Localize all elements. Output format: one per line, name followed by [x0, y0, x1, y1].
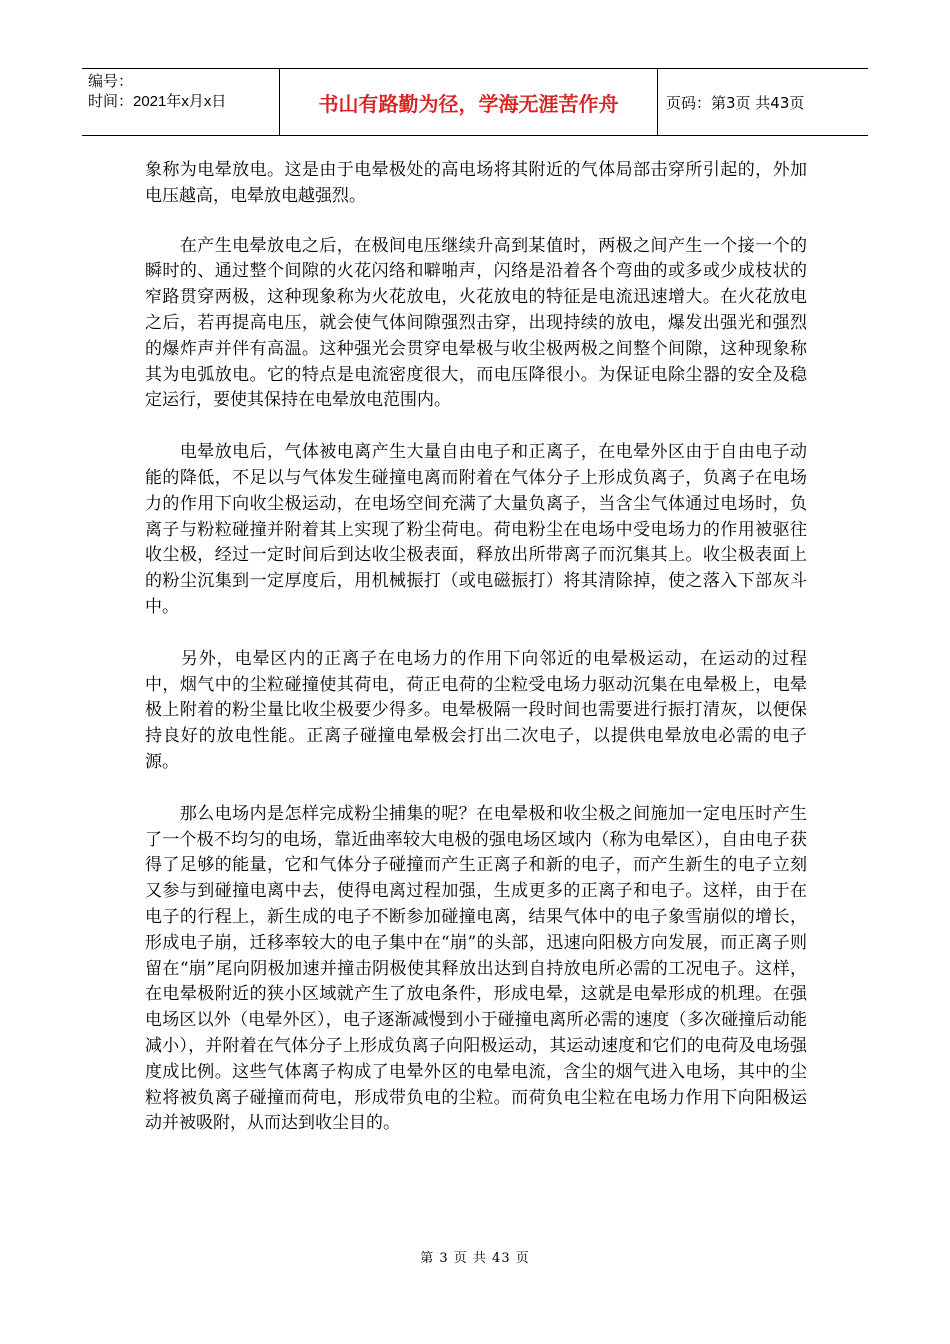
- page-header: [82, 68, 868, 136]
- paragraph-4: 另外，电晕区内的正离子在电场力的作用下向邻近的电晕极运动，在运动的过程中，烟气中的尘粒碰撞使其荷电，荷正电荷的尘粒受电场力驱动沉集在电晕极上，电晕极上附着的粉尘量比收尘极要少得多。电晕极隔一段时间也需要进行振打清灰，以便保持良好的放电性能。正离子碰撞电晕极会打出二次电子，以提供电晕放电必需的电子源。: [145, 648, 807, 772]
- paragraph-2: 在产生电晕放电之后，在极间电压继续升高到某值时，两极之间产生一个接一个的瞬时的、通过整个间隙的火花闪络和噼啪声，闪络是沿着各个弯曲的或多或少成枝状的窄路贯穿两极，这种现象称为火花放电，火花放电的特征是电流迅速增大。在火花放电之后，若再提高电压，就会使气体间隙强烈击穿，出现持续的放电，爆发出强光和强烈的爆炸声并伴有高温。这种强光会贯穿电晕极与收尘极两极之间整个间隙，这种现象称其为电弧放电。它的特点是电流密度很大，而电压降很小。为保证电除尘器的安全及稳定运行，要使其保持在电晕放电范围内。: [145, 235, 807, 411]
- document-number: 编号：: [88, 73, 134, 90]
- document-body: [145, 158, 807, 1163]
- header-motto: 书山有路勤为径，学海无涯苦作舟: [280, 69, 658, 135]
- paragraph-1: 象称为电晕放电。这是由于电晕极处的高电场将其附近的气体局部击穿所引起的，外加电压越高，电晕放电越强烈。: [145, 160, 807, 206]
- document-time: 时间：2021年x月x日: [88, 93, 227, 110]
- paragraph-5: 那么电场内是怎样完成粉尘捕集的呢？在电晕极和收尘极之间施加一定电压时产生了一个极不均匀的电场，靠近曲率较大电极的强电场区域内（称为电晕区），自由电子获得了足够的能量，它和气体分子碰撞而产生正离子和新的电子，而产生新生的电子立刻又参与到碰撞电离中去，使得电离过程加强，生成更多的正离子和电子。这样，由于在电子的行程上，新生成的电子不断参加碰撞电离，结果气体中的电子象雪崩似的增长，形成电子崩，迁移率较大的电子集中在“崩”的头部，迅速向阳极方向发展，而正离子则留在“崩”尾向阴极加速并撞击阴极使其释放出达到自持放电所必需的工况电子。这样，在电晕极附近的狭小区域就产生了放电条件，形成电晕，这就是电晕形成的机理。在强电场区以外（电晕外区），电子逐渐减慢到小于碰撞电离所必需的速度（多次碰撞后动能减小），并附着在气体分子上形成负离子向阳极运动，其运动速度和它们的电荷及电场强度成比例。这些气体离子构成了电晕外区的电晕电流，含尘的烟气进入电场，其中的尘粒将被负离子碰撞而荷电，形成带负电的尘粒。而荷负电尘粒在电场力作用下向阳极运动并被吸附，从而达到收尘目的。: [145, 803, 807, 1134]
- header-meta: [82, 69, 280, 135]
- paragraph-3: 电晕放电后，气体被电离产生大量自由电子和正离子，在电晕外区由于自由电子动能的降低，不足以与气体发生碰撞电离而附着在气体分子上形成负离子，负离子在电场力的作用下向收尘极运动，在电场空间充满了大量负离子，当含尘气体通过电场时，负离子与粉粒碰撞并附着其上实现了粉尘荷电。荷电粉尘在电场中受电场力的作用被驱往收尘极，经过一定时间后到达收尘极表面，释放出所带离子而沉集其上。收尘极表面上的粉尘沉集到一定厚度后，用机械振打（或电磁振打）将其清除掉，使之落入下部灰斗中。: [145, 442, 807, 617]
- header-page-info: 页码：第3页 共43页: [666, 93, 805, 112]
- page-footer: 第 3 页 共 43 页: [420, 1251, 530, 1266]
